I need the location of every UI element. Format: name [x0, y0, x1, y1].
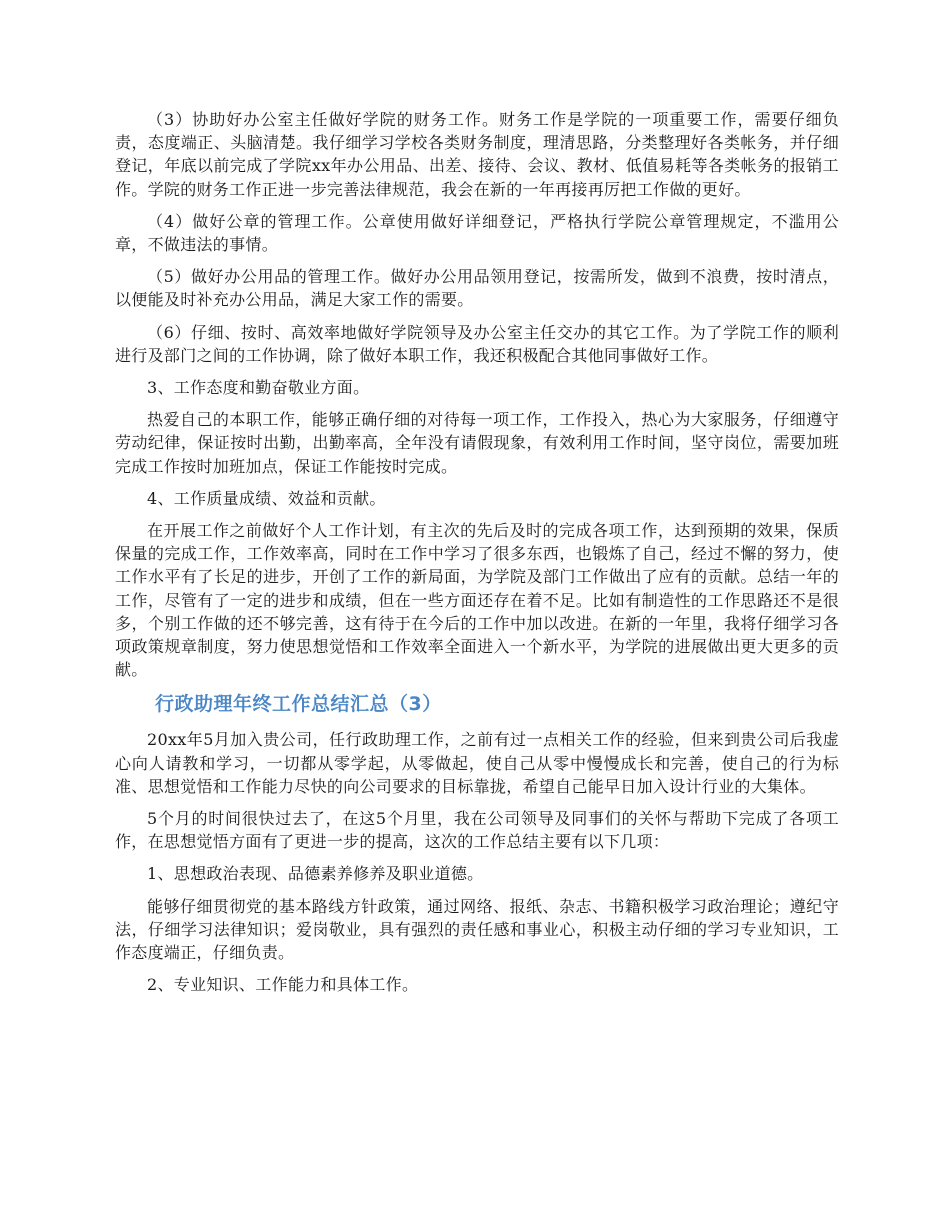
article-title: 行政助理年终工作总结汇总（3）	[155, 693, 442, 716]
section-heading-attitude: 3、工作态度和勤奋敬业方面。	[147, 378, 370, 398]
paragraph-other-tasks: （6）仔细、按时、高效率地做好学院领导及办公室主任交办的其它工作。为了学院工作的顺利进行及部门之间的工作协调，除了做好本职工作，我还积极配合其他同事做好工作。	[115, 322, 839, 365]
paragraph-seal: （4）做好公章的管理工作。公章使用做好详细登记，严格执行学院公章管理规定，不滥用公章，不做违法的事情。	[115, 211, 839, 255]
paragraph-supplies: （5）做好办公用品的管理工作。做好办公用品领用登记，按需所发，做到不浪费，按时清点，以便能及时补充办公用品，满足大家工作的需要。	[115, 267, 839, 310]
paragraph-political: 能够仔细贯彻党的基本路线方针政策，通过网络、报纸、杂志、书籍积极学习政治理论；遵纪守法，仔细学习法律知识；爱岗敬业，具有强烈的责任感和事业心，积极主动仔细的学习专业知识，工作态度端正，仔细负责。	[115, 896, 839, 963]
document-page	[115, 108, 839, 1006]
paragraph-attitude: 热爱自己的本职工作，能够正确仔细的对待每一项工作，工作投入，热心为大家服务，仔细遵守劳动纪律，保证按时出勤，出勤率高，全年没有请假现象，有效利用工作时间，坚守岗位，需要加班完成工作按时加班加点，保证工作能按时完成。	[115, 410, 839, 476]
section-heading-professional: 2、专业知识、工作能力和具体工作。	[147, 975, 419, 995]
section-heading-political: 1、思想政治表现、品德素养修养及职业道德。	[147, 864, 484, 884]
paragraph-five-months: 5个月的时间很快过去了，在这5个月里，我在公司领导及同事们的关怀与帮助下完成了各项工作，在思想觉悟方面有了更进一步的提高，这次的工作总结主要有以下几项：	[115, 809, 839, 852]
paragraph-quality: 在开展工作之前做好个人工作计划，有主次的先后及时的完成各项工作，达到预期的效果，保质保量的完成工作，工作效率高，同时在工作中学习了很多东西，也锻炼了自己，经过不懈的努力，使工作水平有了长足的进步，开创了工作的新局面，为学院及部门工作做出了应有的贡献。总结一年的工作，尽管有了一定的进步和成绩，但在一些方面还存在着不足。比如有制造性的工作思路还不是很多，个别工作做的还不够完善，这有待于在今后的工作中加以改进。在新的一年里，我将仔细学习各项政策规章制度，努力使思想觉悟和工作效率全面进入一个新水平，为学院的进展做出更大更多的贡献。	[115, 521, 839, 680]
section-heading-quality: 4、工作质量成绩、效益和贡献。	[147, 488, 386, 508]
paragraph-finance: （3）协助好办公室主任做好学院的财务工作。财务工作是学院的一项重要工作，需要仔细负责，态度端正、头脑清楚。我仔细学习学校各类财务制度，理清思路，分类整理好各类帐务，并仔细登记，年底以前完成了学院xx年办公用品、出差、接待、会议、教材、低值易耗等各类帐务的报销工作。学院的财务工作正进一步完善法律规范，我会在新的一年再接再厉把工作做的更好。	[115, 110, 839, 199]
paragraph-intro: 20xx年5月加入贵公司，任行政助理工作，之前有过一点相关工作的经验，但来到贵公司后我虚心向人请教和学习，一切都从零学起，从零做起，使自己从零中慢慢成长和完善，使自己的行为标准、思想觉悟和工作能力尽快的向公司要求的目标靠拢，希望自己能早日加入设计行业的大集体。	[115, 730, 839, 796]
